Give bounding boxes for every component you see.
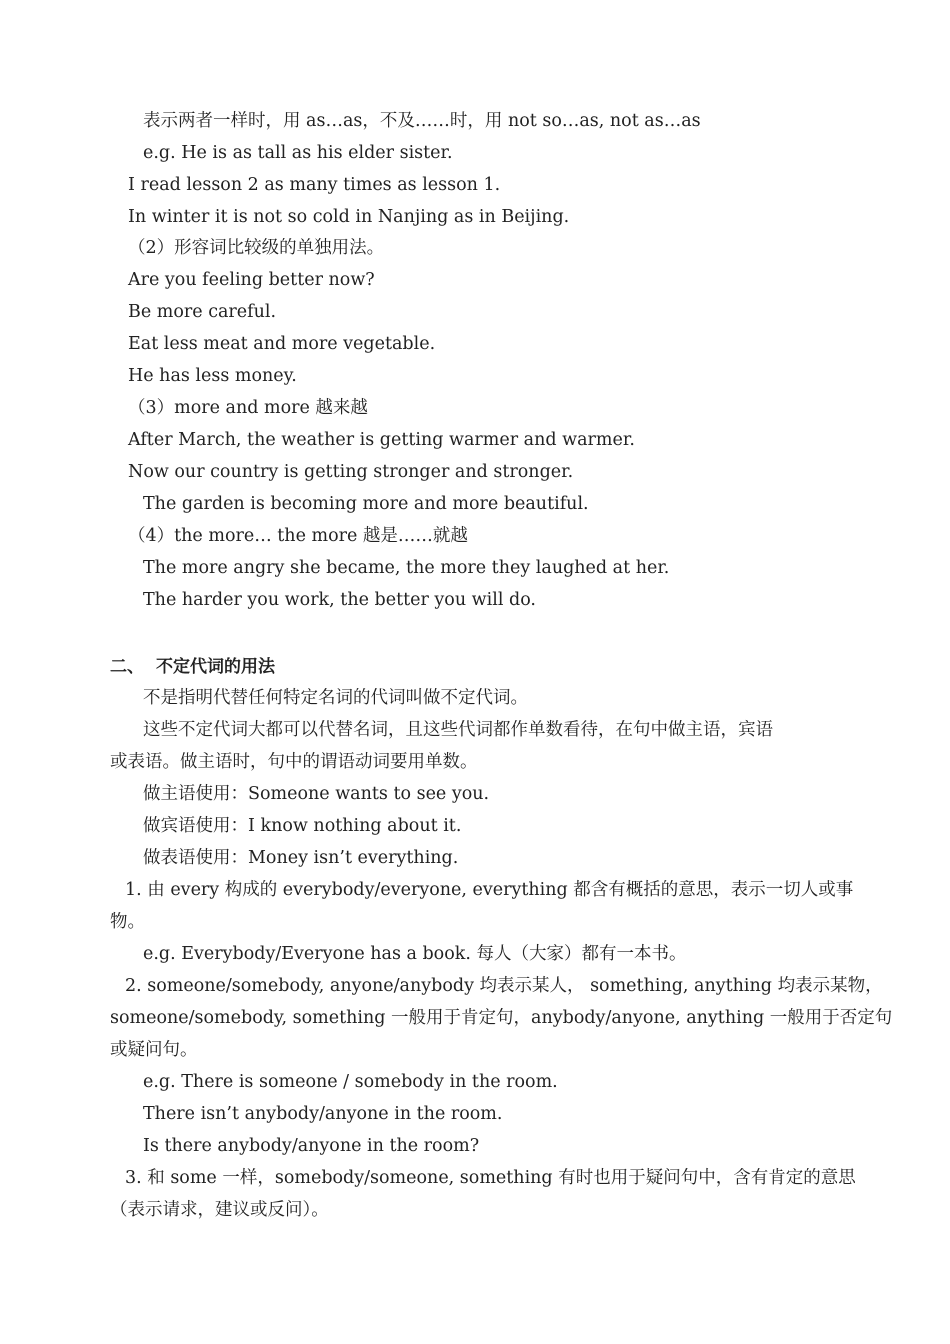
example-line: e.g. He is as tall as his elder sister. [143, 143, 453, 163]
list-item-text: someone/somebody, something 一般用于肯定句，anybody/anyone, anything 一般用于否定句 [110, 1008, 893, 1028]
subsection-title: （2）形容词比较级的单独用法。 [128, 238, 385, 258]
example-line: In winter it is not so cold in Nanjing as in Beijing. [128, 207, 570, 227]
example-line: Are you feeling better now? [128, 270, 375, 290]
list-item-text: 2. someone/somebody, anyone/anybody 均表示某人， something, anything 均表示某物， [125, 976, 883, 996]
example-line: e.g. Everybody/Everyone has a book. 每人（大家）都有一本书。 [143, 944, 687, 964]
list-item-text: 1. 由 every 构成的 everybody/everyone, everything 都含有概括的意思，表示一切人或事 [125, 880, 854, 900]
text-line: 不是指明代替任何特定名词的代词叫做不定代词。 [143, 688, 528, 708]
example-line: After March, the weather is getting warmer and warmer. [128, 430, 635, 450]
text-line: 做宾语使用：I know nothing about it. [143, 816, 462, 836]
text-line: 做表语使用：Money isn’t everything. [143, 848, 459, 868]
text-line: 表示两者一样时，用 as…as，不及……时，用 not so…as, not as…as [143, 111, 701, 131]
example-line: He has less money. [128, 366, 297, 386]
example-line: There isn’t anybody/anyone in the room. [143, 1104, 503, 1124]
example-line: Now our country is getting stronger and stronger. [128, 462, 574, 482]
text-line: 这些不定代词大都可以代替名词，且这些代词都作单数看待，在句中做主语，宾语 [143, 720, 773, 740]
example-line: Eat less meat and more vegetable. [128, 334, 436, 354]
text-line: 或表语。做主语时，句中的谓语动词要用单数。 [110, 752, 478, 772]
section-number: 二、 [110, 657, 144, 677]
list-item-text: （表示请求，建议或反问）。 [110, 1200, 329, 1220]
example-line: Be more careful. [128, 302, 277, 322]
example-line: The garden is becoming more and more beautiful. [143, 494, 589, 514]
section-heading [110, 655, 275, 679]
example-line: I read lesson 2 as many times as lesson 1. [128, 175, 501, 195]
text-line: 做主语使用：Someone wants to see you. [143, 784, 490, 804]
example-line: The harder you work, the better you will do. [143, 590, 536, 610]
subsection-title: （4）the more… the more 越是……就越 [128, 526, 468, 546]
example-line: Is there anybody/anyone in the room? [143, 1136, 480, 1156]
list-item-text: 物。 [110, 912, 145, 932]
example-line: e.g. There is someone / somebody in the room. [143, 1072, 558, 1092]
list-item-text: 或疑问句。 [110, 1040, 198, 1060]
list-item-text: 3. 和 some 一样，somebody/someone, something 有时也用于疑问句中，含有肯定的意思 [125, 1168, 856, 1188]
example-line: The more angry she became, the more they laughed at her. [143, 558, 670, 578]
section-title: 不定代词的用法 [156, 657, 275, 677]
subsection-title: （3）more and more 越来越 [128, 398, 368, 418]
